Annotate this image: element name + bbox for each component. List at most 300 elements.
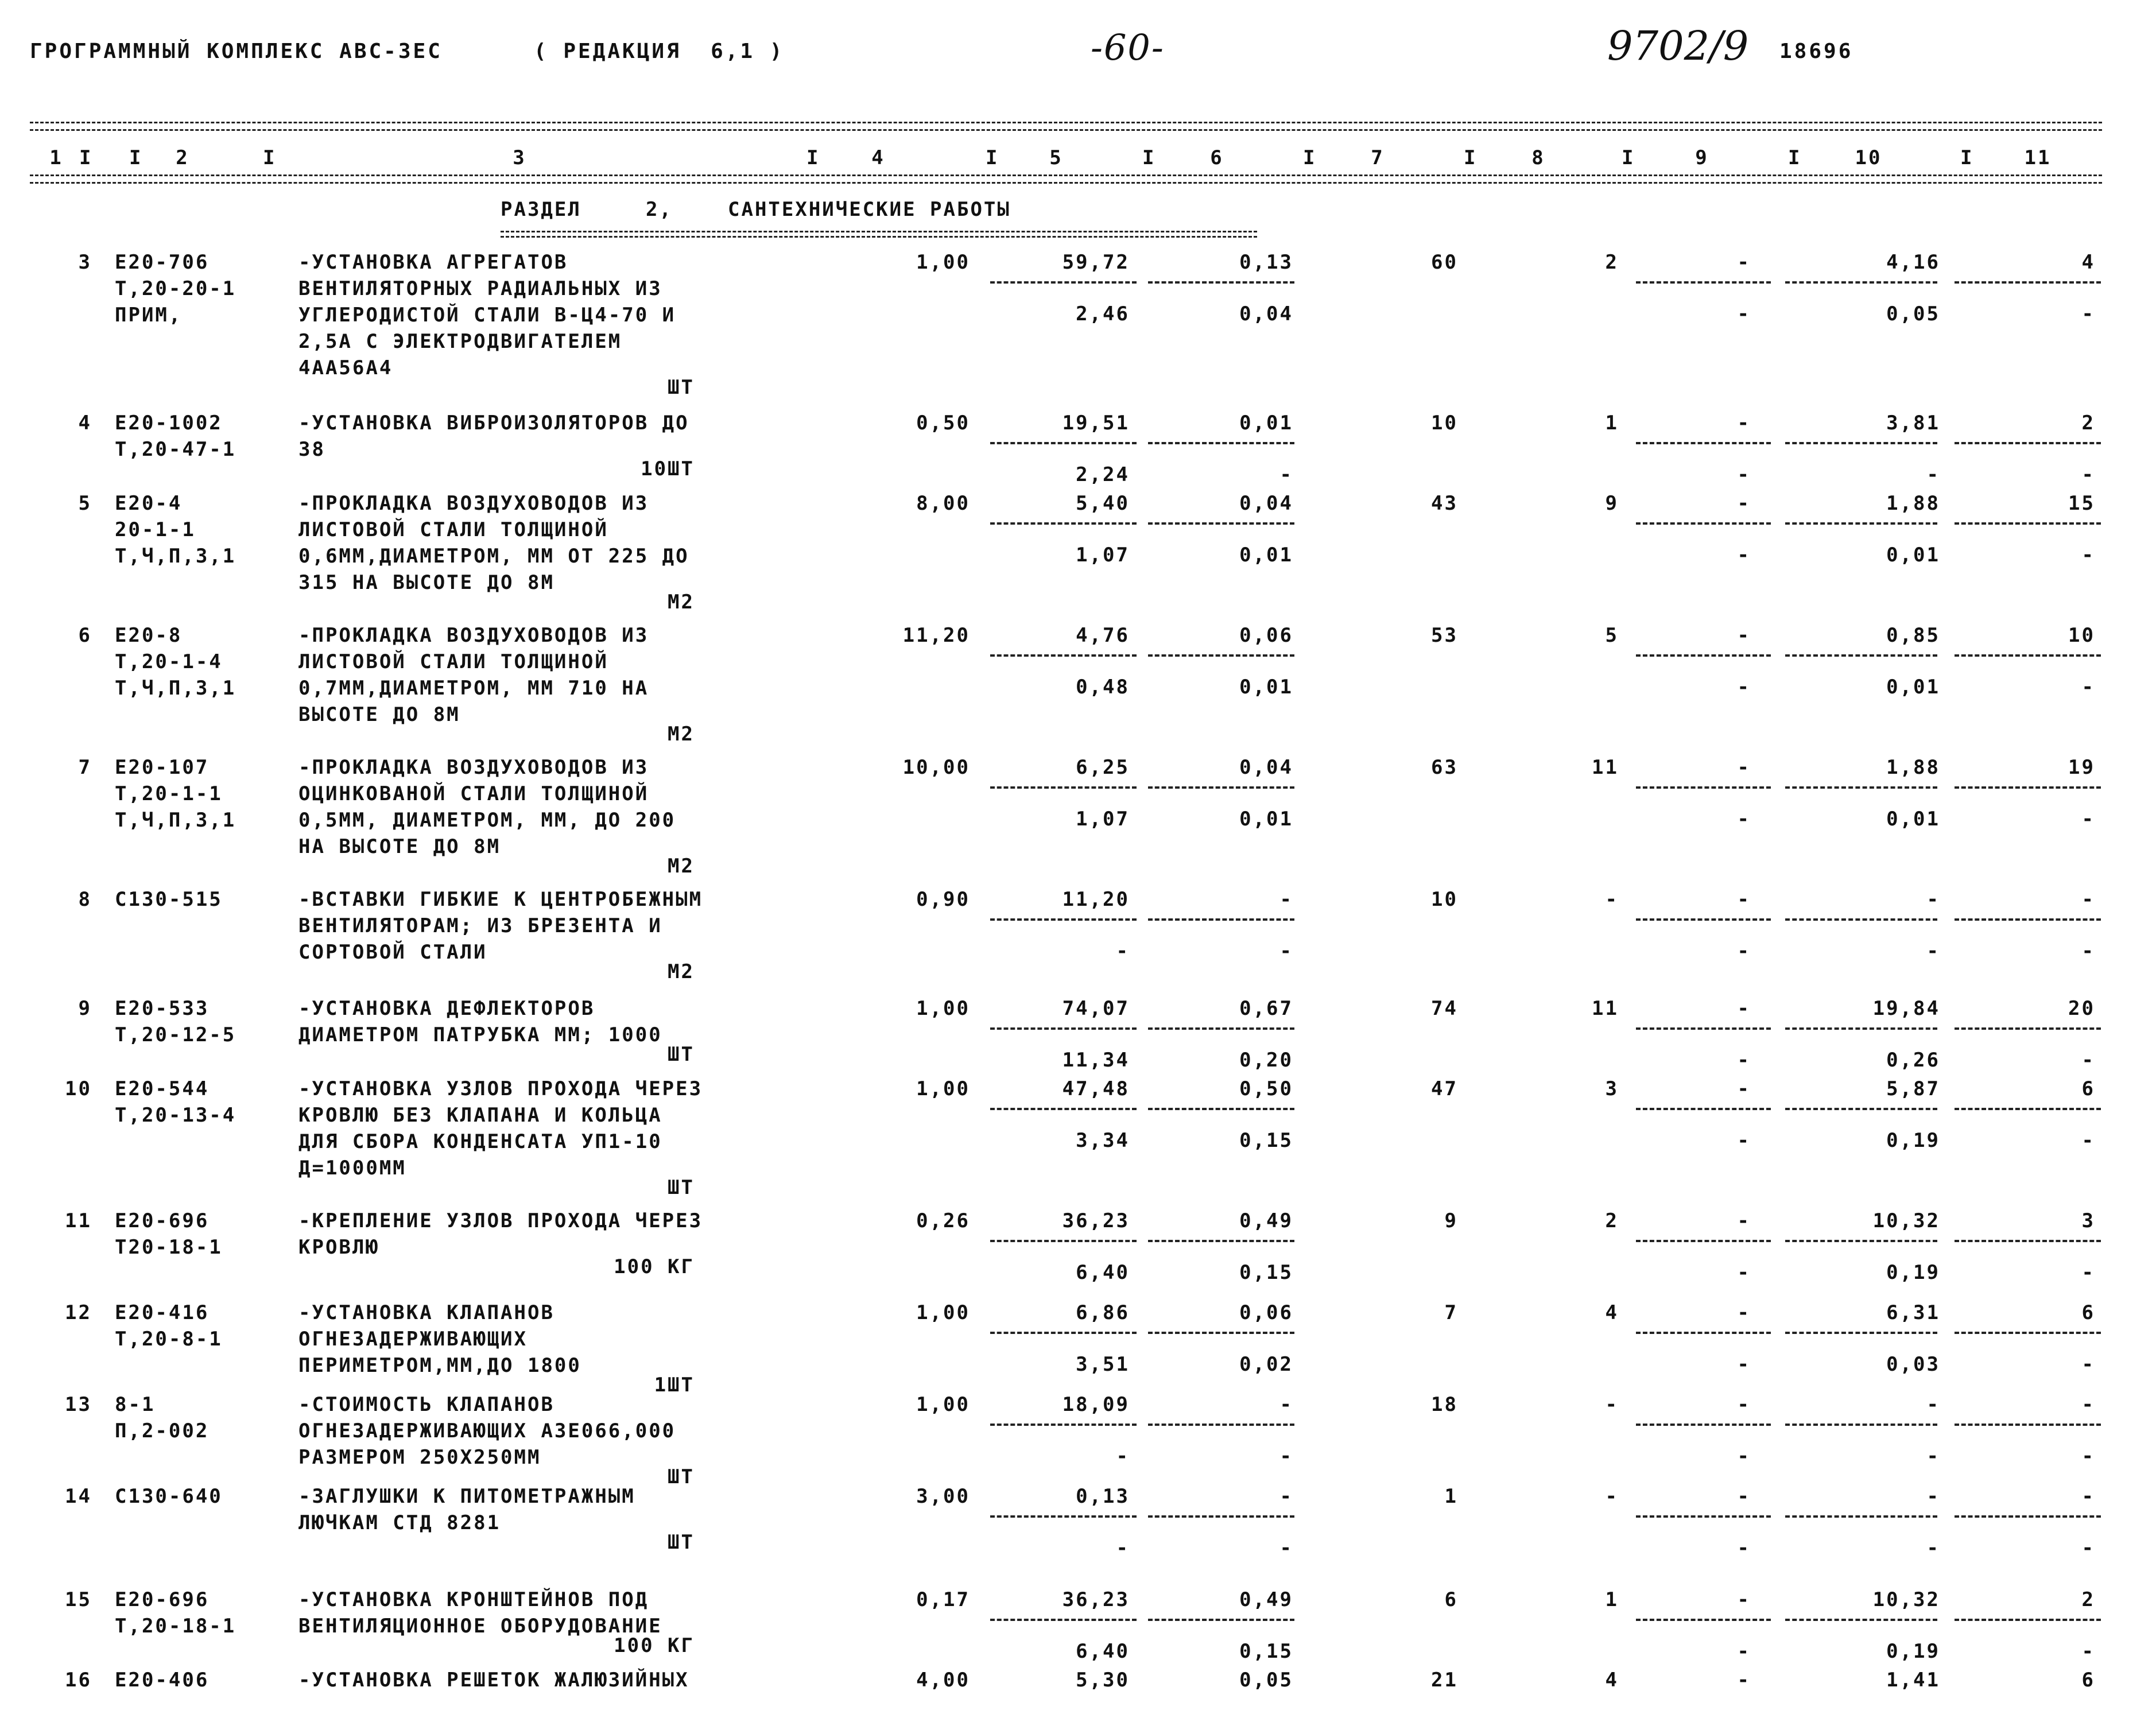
value-col-6: 0,15 [1239, 1640, 1293, 1663]
value-col-11: - [2081, 808, 2095, 831]
work-description: -УСТАНОВКА КЛАПАНОВ [298, 1301, 554, 1324]
value-rule-5 [990, 786, 1137, 789]
value-rule-11 [1955, 1619, 2101, 1621]
value-col-11: - [2081, 1485, 2095, 1508]
value-rule-10 [1785, 1515, 1937, 1518]
norm-code: С130-640 [115, 1485, 223, 1508]
value-rule-11 [1955, 1108, 2101, 1110]
value-col-6: 0,67 [1239, 997, 1293, 1020]
value-col-4: 1,00 [916, 1077, 970, 1100]
value-col-5: 3,34 [1076, 1129, 1130, 1152]
value-col-9: - [1737, 1669, 1751, 1692]
work-description: ДЛЯ СБОРА КОНДЕНСАТА УП1-10 [298, 1130, 662, 1153]
value-col-9: - [1737, 1537, 1751, 1560]
value-rule-10 [1785, 1108, 1937, 1110]
value-rule-5 [990, 1332, 1137, 1334]
value-rule-9 [1636, 1332, 1771, 1334]
row-number: 6 [78, 624, 92, 647]
value-col-6: 0,15 [1239, 1261, 1293, 1284]
value-col-6: - [1279, 888, 1293, 911]
value-rule-6 [1148, 281, 1294, 284]
work-description: -КРЕПЛЕНИЕ УЗЛОВ ПРОХОДА ЧЕРЕЗ [298, 1209, 703, 1232]
value-col-9: - [1737, 1485, 1751, 1508]
value-col-10: 0,01 [1886, 808, 1940, 831]
document-code: 18696 [1779, 40, 1853, 63]
column-separator: I [1960, 146, 1974, 169]
value-col-9: - [1737, 756, 1751, 779]
value-rule-9 [1636, 1619, 1771, 1621]
value-rule-6 [1148, 1332, 1294, 1334]
value-col-6: 0,20 [1239, 1049, 1293, 1072]
value-col-11: 15 [2068, 492, 2095, 515]
unit-of-measure: 100 КГ [614, 1634, 695, 1657]
value-rule-11 [1955, 1240, 2101, 1242]
value-rule-11 [1955, 281, 2101, 284]
work-description: -УСТАНОВКА КРОНШТЕЙНОВ ПОД [298, 1588, 649, 1611]
work-description: КРОВЛЮ БЕЗ КЛАПАНА И КОЛЬЦА [298, 1104, 662, 1127]
value-col-6: - [1279, 940, 1293, 963]
work-description: ОЦИНКОВАНОЙ СТАЛИ ТОЛЩИНОЙ [298, 782, 649, 805]
value-rule-5 [990, 1515, 1137, 1518]
norm-code: С130-515 [115, 888, 223, 911]
value-col-6: 0,01 [1239, 544, 1293, 567]
value-rule-11 [1955, 1424, 2101, 1426]
value-col-10: - [1926, 1393, 1940, 1416]
value-col-6: 0,49 [1239, 1209, 1293, 1232]
value-rule-6 [1148, 1619, 1294, 1621]
value-col-9: - [1737, 1393, 1751, 1416]
value-col-10: - [1926, 1445, 1940, 1468]
value-rule-10 [1785, 522, 1937, 525]
work-description: 0,7ММ,ДИАМЕТРОМ, ММ 710 НА [298, 677, 649, 700]
value-rule-5 [990, 1619, 1137, 1621]
column-separator: I [129, 146, 143, 169]
column-header-11: 11 [2024, 146, 2052, 169]
row-number: 9 [78, 997, 92, 1020]
value-col-5: 5,40 [1076, 492, 1130, 515]
value-col-8: - [1605, 1393, 1619, 1416]
column-header-8: 8 [1531, 146, 1545, 169]
value-rule-11 [1955, 522, 2101, 525]
unit-of-measure: ШТ [668, 1465, 695, 1488]
value-col-11: - [2081, 1129, 2095, 1152]
norm-code: Т,20-1-1 [115, 782, 223, 805]
value-col-10: 0,19 [1886, 1640, 1940, 1663]
value-col-9: - [1737, 624, 1751, 647]
value-col-6: 0,01 [1239, 808, 1293, 831]
value-rule-10 [1785, 1027, 1937, 1030]
value-col-10: 1,88 [1886, 492, 1940, 515]
value-rule-11 [1955, 442, 2101, 444]
value-col-4: 1,00 [916, 1301, 970, 1324]
value-col-6: 0,04 [1239, 492, 1293, 515]
value-rule-9 [1636, 522, 1771, 525]
value-col-11: - [2081, 544, 2095, 567]
value-col-9: - [1737, 1129, 1751, 1152]
value-col-8: 4 [1605, 1301, 1619, 1324]
value-rule-5 [990, 918, 1137, 921]
work-description: -УСТАНОВКА ВИБРОИЗОЛЯТОРОВ ДО [298, 412, 689, 435]
value-col-10: 10,32 [1872, 1209, 1940, 1232]
value-col-4: 0,17 [916, 1588, 970, 1611]
value-rule-9 [1636, 442, 1771, 444]
unit-of-measure: М2 [668, 855, 695, 878]
work-description: ПЕРИМЕТРОМ,ММ,ДО 1800 [298, 1354, 581, 1377]
value-col-10: 0,19 [1886, 1261, 1940, 1284]
value-rule-6 [1148, 1108, 1294, 1110]
value-rule-11 [1955, 1027, 2101, 1030]
value-col-5: 0,48 [1076, 676, 1130, 699]
page-number: -60- [1091, 26, 1165, 68]
value-col-6: - [1279, 1485, 1293, 1508]
value-col-10: - [1926, 463, 1940, 486]
work-description: СОРТОВОЙ СТАЛИ [298, 941, 487, 964]
value-rule-6 [1148, 1027, 1294, 1030]
work-description: 38 [298, 438, 325, 461]
work-description: ВЕНТИЛЯТОРАМ; ИЗ БРЕЗЕНТА И [298, 914, 662, 937]
value-col-4: 0,26 [916, 1209, 970, 1232]
value-col-6: 0,01 [1239, 676, 1293, 699]
work-description: ДИАМЕТРОМ ПАТРУБКА ММ; 1000 [298, 1023, 662, 1046]
value-col-10: 19,84 [1872, 997, 1940, 1020]
value-col-9: - [1737, 676, 1751, 699]
value-col-9: - [1737, 1261, 1751, 1284]
value-col-11: 2 [2081, 1588, 2095, 1611]
value-col-11: 4 [2081, 251, 2095, 274]
value-rule-6 [1148, 654, 1294, 657]
unit-of-measure: М2 [668, 723, 695, 746]
value-col-4: 11,20 [902, 624, 970, 647]
work-description: Д=1000ММ [298, 1157, 406, 1180]
value-rule-6 [1148, 522, 1294, 525]
norm-code: Е20-696 [115, 1209, 210, 1232]
value-col-11: 10 [2068, 624, 2095, 647]
value-col-9: - [1737, 1209, 1751, 1232]
value-rule-5 [990, 1240, 1137, 1242]
work-description: КРОВЛЮ [298, 1236, 379, 1259]
norm-code: Е20-4 [115, 492, 183, 515]
section-title: САНТЕХНИЧЕСКИЕ РАБОТЫ [728, 198, 1011, 221]
value-rule-5 [990, 281, 1137, 284]
value-rule-9 [1636, 1424, 1771, 1426]
value-col-4: 4,00 [916, 1669, 970, 1692]
column-separator: I [806, 146, 820, 169]
value-col-5: - [1116, 1445, 1130, 1468]
value-col-7: 10 [1431, 888, 1458, 911]
norm-code: Е20-406 [115, 1669, 210, 1692]
value-rule-11 [1955, 786, 2101, 789]
unit-of-measure: М2 [668, 591, 695, 614]
value-col-5: 2,46 [1076, 302, 1130, 325]
row-number: 16 [65, 1669, 92, 1692]
value-col-10: 0,03 [1886, 1353, 1940, 1376]
norm-code: Е20-416 [115, 1301, 210, 1324]
value-col-7: 18 [1431, 1393, 1458, 1416]
value-col-9: - [1737, 412, 1751, 435]
row-number: 4 [78, 412, 92, 435]
value-rule-11 [1955, 654, 2101, 657]
work-description: НА ВЫСОТЕ ДО 8М [298, 835, 501, 858]
document-number: 9702/9 [1607, 22, 1749, 69]
norm-code: П,2-002 [115, 1420, 210, 1442]
value-col-10: 3,81 [1886, 412, 1940, 435]
norm-code: Е20-533 [115, 997, 210, 1020]
work-description: 0,6ММ,ДИАМЕТРОМ, ММ ОТ 225 ДО [298, 545, 689, 568]
value-col-11: - [2081, 676, 2095, 699]
value-col-6: - [1279, 1537, 1293, 1560]
value-col-6: 0,15 [1239, 1129, 1293, 1152]
value-rule-10 [1785, 918, 1937, 921]
norm-code: Т,20-13-4 [115, 1104, 236, 1127]
value-rule-10 [1785, 1240, 1937, 1242]
value-rule-10 [1785, 442, 1937, 444]
work-description: ЛИСТОВОЙ СТАЛИ ТОЛЩИНОЙ [298, 650, 608, 673]
value-rule-6 [1148, 1515, 1294, 1518]
value-col-6: 0,04 [1239, 756, 1293, 779]
norm-code: Т,Ч,П,3,1 [115, 677, 236, 700]
unit-of-measure: ШТ [668, 1176, 695, 1199]
value-col-5: 0,13 [1076, 1485, 1130, 1508]
value-col-7: 6 [1444, 1588, 1458, 1611]
program-title: ГРОГРАММНЫЙ КОМПЛЕКС АВС-3ЕС [30, 40, 443, 63]
value-col-11: - [2081, 302, 2095, 325]
work-description: 315 НА ВЫСОТЕ ДО 8М [298, 571, 554, 594]
value-rule-6 [1148, 918, 1294, 921]
row-number: 15 [65, 1588, 92, 1611]
column-separator: I [79, 146, 93, 169]
norm-code: Т,Ч,П,3,1 [115, 545, 236, 568]
value-col-10: - [1926, 1537, 1940, 1560]
norm-code: Т,20-8-1 [115, 1328, 223, 1351]
value-col-8: 3 [1605, 1077, 1619, 1100]
value-col-9: - [1737, 888, 1751, 911]
work-description: -ПРОКЛАДКА ВОЗДУХОВОДОВ ИЗ [298, 624, 649, 647]
value-col-4: 8,00 [916, 492, 970, 515]
value-col-11: - [2081, 888, 2095, 911]
value-col-8: 2 [1605, 251, 1619, 274]
value-col-10: - [1926, 888, 1940, 911]
value-col-10: 0,85 [1886, 624, 1940, 647]
value-col-7: 47 [1431, 1077, 1458, 1100]
value-rule-11 [1955, 1515, 2101, 1518]
norm-code: Т,20-47-1 [115, 438, 236, 461]
norm-code: Т20-18-1 [115, 1236, 223, 1259]
value-rule-10 [1785, 1424, 1937, 1426]
value-col-10: 0,01 [1886, 676, 1940, 699]
row-number: 8 [78, 888, 92, 911]
work-description: -УСТАНОВКА УЗЛОВ ПРОХОДА ЧЕРЕЗ [298, 1077, 703, 1100]
column-header-6: 6 [1210, 146, 1224, 169]
value-rule-5 [990, 442, 1137, 444]
value-col-4: 0,50 [916, 412, 970, 435]
unit-of-measure: ШТ [668, 1531, 695, 1554]
value-rule-6 [1148, 1424, 1294, 1426]
value-col-11: 6 [2081, 1077, 2095, 1100]
work-description: ОГНЕЗАДЕРЖИВАЮЩИХ А3Е066,000 [298, 1420, 676, 1442]
value-col-5: 36,23 [1062, 1209, 1130, 1232]
value-rule-5 [990, 522, 1137, 525]
value-col-6: 0,02 [1239, 1353, 1293, 1376]
unit-of-measure: 100 КГ [614, 1255, 695, 1278]
value-col-8: 2 [1605, 1209, 1619, 1232]
value-col-5: 18,09 [1062, 1393, 1130, 1416]
value-col-11: 2 [2081, 412, 2095, 435]
value-col-8: 1 [1605, 1588, 1619, 1611]
work-description: -СТОИМОСТЬ КЛАПАНОВ [298, 1393, 554, 1416]
value-col-5: 3,51 [1076, 1353, 1130, 1376]
value-col-11: 6 [2081, 1301, 2095, 1324]
value-col-10: 1,88 [1886, 756, 1940, 779]
row-number: 12 [65, 1301, 92, 1324]
value-col-10: 1,41 [1886, 1669, 1940, 1692]
value-col-9: - [1737, 544, 1751, 567]
value-col-7: 60 [1431, 251, 1458, 274]
value-col-5: 11,34 [1062, 1049, 1130, 1072]
value-col-11: - [2081, 463, 2095, 486]
value-col-4: 1,00 [916, 997, 970, 1020]
column-separator: I [1464, 146, 1478, 169]
value-col-5: 6,86 [1076, 1301, 1130, 1324]
value-col-9: - [1737, 1077, 1751, 1100]
value-col-8: - [1605, 1485, 1619, 1508]
row-number: 11 [65, 1209, 92, 1232]
row-number: 10 [65, 1077, 92, 1100]
work-description: 2,5А С ЭЛЕКТРОДВИГАТЕЛЕМ [298, 330, 622, 353]
value-rule-10 [1785, 1619, 1937, 1621]
value-rule-9 [1636, 281, 1771, 284]
value-col-8: 11 [1592, 756, 1619, 779]
work-description: ВЕНТИЛЯТОРНЫХ РАДИАЛЬНЫХ ИЗ [298, 277, 662, 300]
value-rule-9 [1636, 786, 1771, 789]
value-col-5: 47,48 [1062, 1077, 1130, 1100]
work-description: -ВСТАВКИ ГИБКИЕ К ЦЕНТРОБЕЖНЫМ [298, 888, 703, 911]
value-col-8: 5 [1605, 624, 1619, 647]
column-header-3: 3 [513, 146, 526, 169]
value-col-7: 21 [1431, 1669, 1458, 1692]
value-col-8: 1 [1605, 412, 1619, 435]
value-col-5: 19,51 [1062, 412, 1130, 435]
value-col-5: 1,07 [1076, 808, 1130, 831]
value-col-10: 5,87 [1886, 1077, 1940, 1100]
norm-code: 8-1 [115, 1393, 156, 1416]
value-col-10: 0,26 [1886, 1049, 1940, 1072]
row-number: 5 [78, 492, 92, 515]
value-col-9: - [1737, 251, 1751, 274]
value-col-9: - [1737, 1640, 1751, 1663]
value-col-4: 1,00 [916, 251, 970, 274]
value-col-7: 53 [1431, 624, 1458, 647]
value-col-9: - [1737, 940, 1751, 963]
value-col-8: 11 [1592, 997, 1619, 1020]
row-number: 3 [78, 251, 92, 274]
value-col-7: 7 [1444, 1301, 1458, 1324]
column-separator: I [986, 146, 999, 169]
value-col-6: 0,49 [1239, 1588, 1293, 1611]
value-col-5: 2,24 [1076, 463, 1130, 486]
value-col-9: - [1737, 463, 1751, 486]
value-col-11: 20 [2068, 997, 2095, 1020]
table-header-rule [30, 174, 2102, 184]
value-col-5: 4,76 [1076, 624, 1130, 647]
norm-code: Е20-8 [115, 624, 183, 647]
value-col-9: - [1737, 1301, 1751, 1324]
value-col-5: 5,30 [1076, 1669, 1130, 1692]
unit-of-measure: 10ШТ [641, 457, 695, 480]
work-description: -ЗАГЛУШКИ К ПИТОМЕТРАЖНЫМ [298, 1485, 635, 1508]
norm-code: Е20-696 [115, 1588, 210, 1611]
value-col-10: - [1926, 940, 1940, 963]
value-col-9: - [1737, 1445, 1751, 1468]
value-rule-10 [1785, 1332, 1937, 1334]
value-col-5: 1,07 [1076, 544, 1130, 567]
unit-of-measure: 1ШТ [654, 1374, 695, 1397]
value-rule-9 [1636, 1240, 1771, 1242]
value-col-10: 10,32 [1872, 1588, 1940, 1611]
value-col-11: - [2081, 1537, 2095, 1560]
value-col-9: - [1737, 1049, 1751, 1072]
column-header-5: 5 [1049, 146, 1063, 169]
value-col-11: 19 [2068, 756, 2095, 779]
work-description: -ПРОКЛАДКА ВОЗДУХОВОДОВ ИЗ [298, 492, 649, 515]
value-col-7: 9 [1444, 1209, 1458, 1232]
value-rule-10 [1785, 786, 1937, 789]
value-col-6: - [1279, 463, 1293, 486]
column-header-9: 9 [1695, 146, 1709, 169]
column-header-7: 7 [1371, 146, 1385, 169]
value-rule-10 [1785, 281, 1937, 284]
value-col-5: 74,07 [1062, 997, 1130, 1020]
value-rule-9 [1636, 1515, 1771, 1518]
work-description: 4АА56А4 [298, 356, 393, 379]
value-col-11: - [2081, 1353, 2095, 1376]
value-col-6: 0,06 [1239, 1301, 1293, 1324]
value-col-10: - [1926, 1485, 1940, 1508]
value-rule-6 [1148, 786, 1294, 789]
value-rule-11 [1955, 1332, 2101, 1334]
value-col-5: 6,25 [1076, 756, 1130, 779]
value-rule-5 [990, 1424, 1137, 1426]
value-col-11: 3 [2081, 1209, 2095, 1232]
value-col-9: - [1737, 1353, 1751, 1376]
column-separator: I [1622, 146, 1635, 169]
row-number: 13 [65, 1393, 92, 1416]
value-col-6: 0,13 [1239, 251, 1293, 274]
unit-of-measure: ШТ [668, 376, 695, 399]
norm-code: Е20-1002 [115, 412, 223, 435]
value-col-5: 6,40 [1076, 1640, 1130, 1663]
value-col-9: - [1737, 808, 1751, 831]
value-col-5: 59,72 [1062, 251, 1130, 274]
column-separator: I [1303, 146, 1317, 169]
value-col-6: 0,05 [1239, 1669, 1293, 1692]
value-col-9: - [1737, 302, 1751, 325]
value-col-4: 10,00 [902, 756, 970, 779]
column-header-2: 2 [176, 146, 189, 169]
section-number: 2, [646, 198, 673, 221]
value-col-7: 74 [1431, 997, 1458, 1020]
value-col-8: - [1605, 888, 1619, 911]
value-rule-5 [990, 654, 1137, 657]
value-rule-11 [1955, 918, 2101, 921]
value-col-11: - [2081, 1261, 2095, 1284]
value-col-11: 6 [2081, 1669, 2095, 1692]
value-rule-9 [1636, 918, 1771, 921]
work-description: ВЫСОТЕ ДО 8М [298, 703, 460, 726]
value-rule-10 [1785, 654, 1937, 657]
value-col-9: - [1737, 492, 1751, 515]
value-col-6: - [1279, 1393, 1293, 1416]
value-col-10: 4,16 [1886, 251, 1940, 274]
